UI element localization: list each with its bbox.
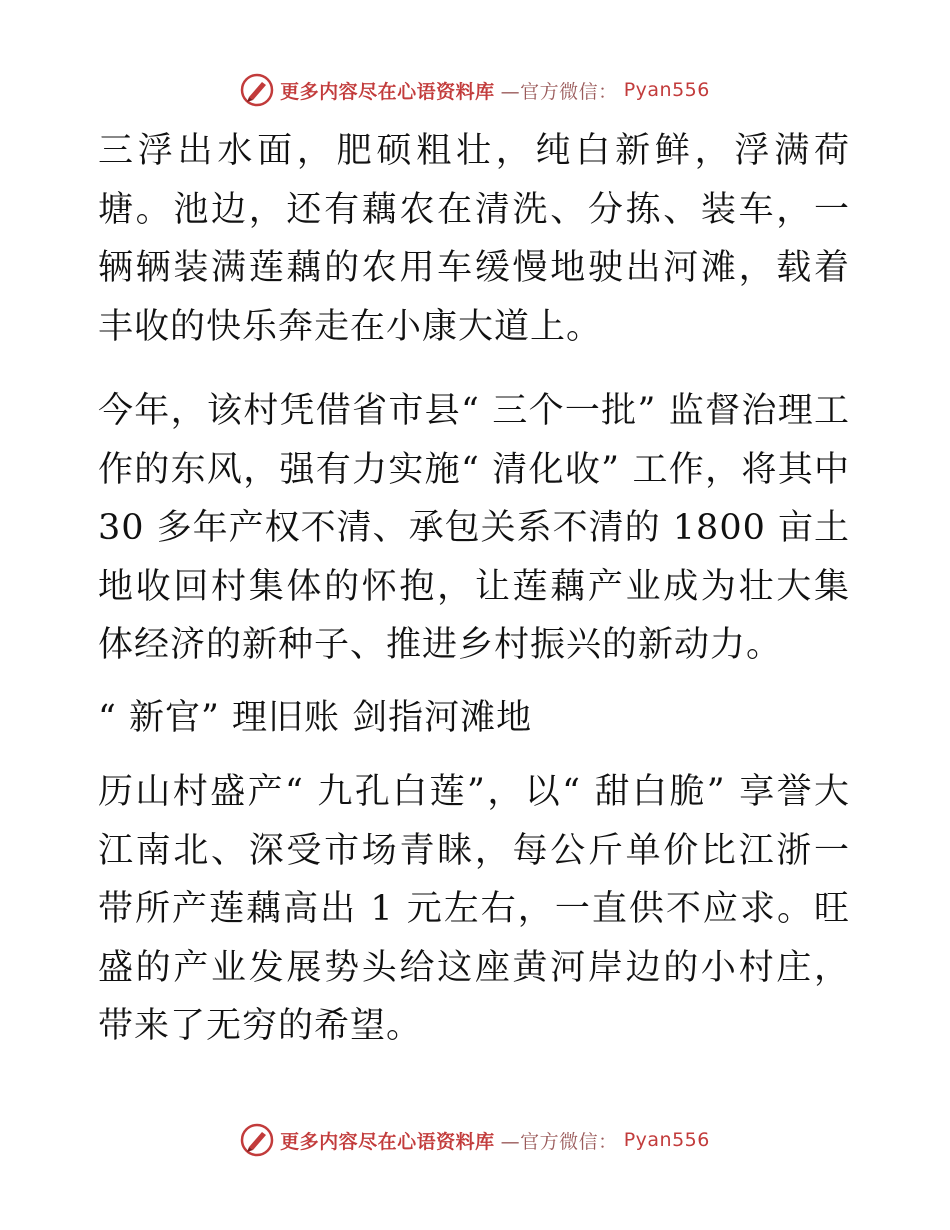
header-banner-id: Pyan556 [623, 79, 710, 101]
footer-banner-id: Pyan556 [623, 1129, 710, 1151]
document-body [98, 122, 850, 1070]
header-banner-main: 更多内容尽在心语资料库 [280, 80, 495, 103]
page-footer [0, 1120, 950, 1160]
paragraph-1: 三浮出水面，肥硕粗壮，纯白新鲜，浮满荷塘。池边，还有藕农在清洗、分拣、装车，一辆辆装满莲藕的农用车缓慢地驶出河滩，载着丰收的快乐奔走在小康大道上。 [98, 131, 850, 347]
paragraph-3: 历山村盛产“ 九孔白莲”，以“ 甜白脆” 享誉大江南北、深受市场青睐，每公斤单价比江浙一带所产莲藕高出 1 元左右，一直供不应求。旺盛的产业发展势头给这座黄河岸边的小村庄，带来了无穷的希望。 [98, 772, 850, 1046]
brand-logo-icon [240, 73, 274, 107]
section-heading: “ 新官” 理旧账 剑指河滩地 [98, 697, 533, 738]
header-banner [240, 73, 710, 107]
footer-banner [240, 1123, 710, 1157]
paragraph-2: 今年，该村凭借省市县“ 三个一批” 监督治理工作的东风，强有力实施“ 清化收” 工作，将其中 30 多年产权不清、承包关系不清的 1800 亩土地收回村集体的怀抱，让莲藕产业成为壮大集体经济的新种子、推进乡村振兴的新动力。 [98, 391, 850, 665]
brand-logo-icon [240, 1123, 274, 1157]
footer-banner-main: 更多内容尽在心语资料库 [280, 1130, 495, 1153]
footer-banner-sub: —官方微信： [500, 1130, 618, 1153]
header-banner-sub: —官方微信： [500, 80, 618, 103]
page-header [0, 70, 950, 110]
